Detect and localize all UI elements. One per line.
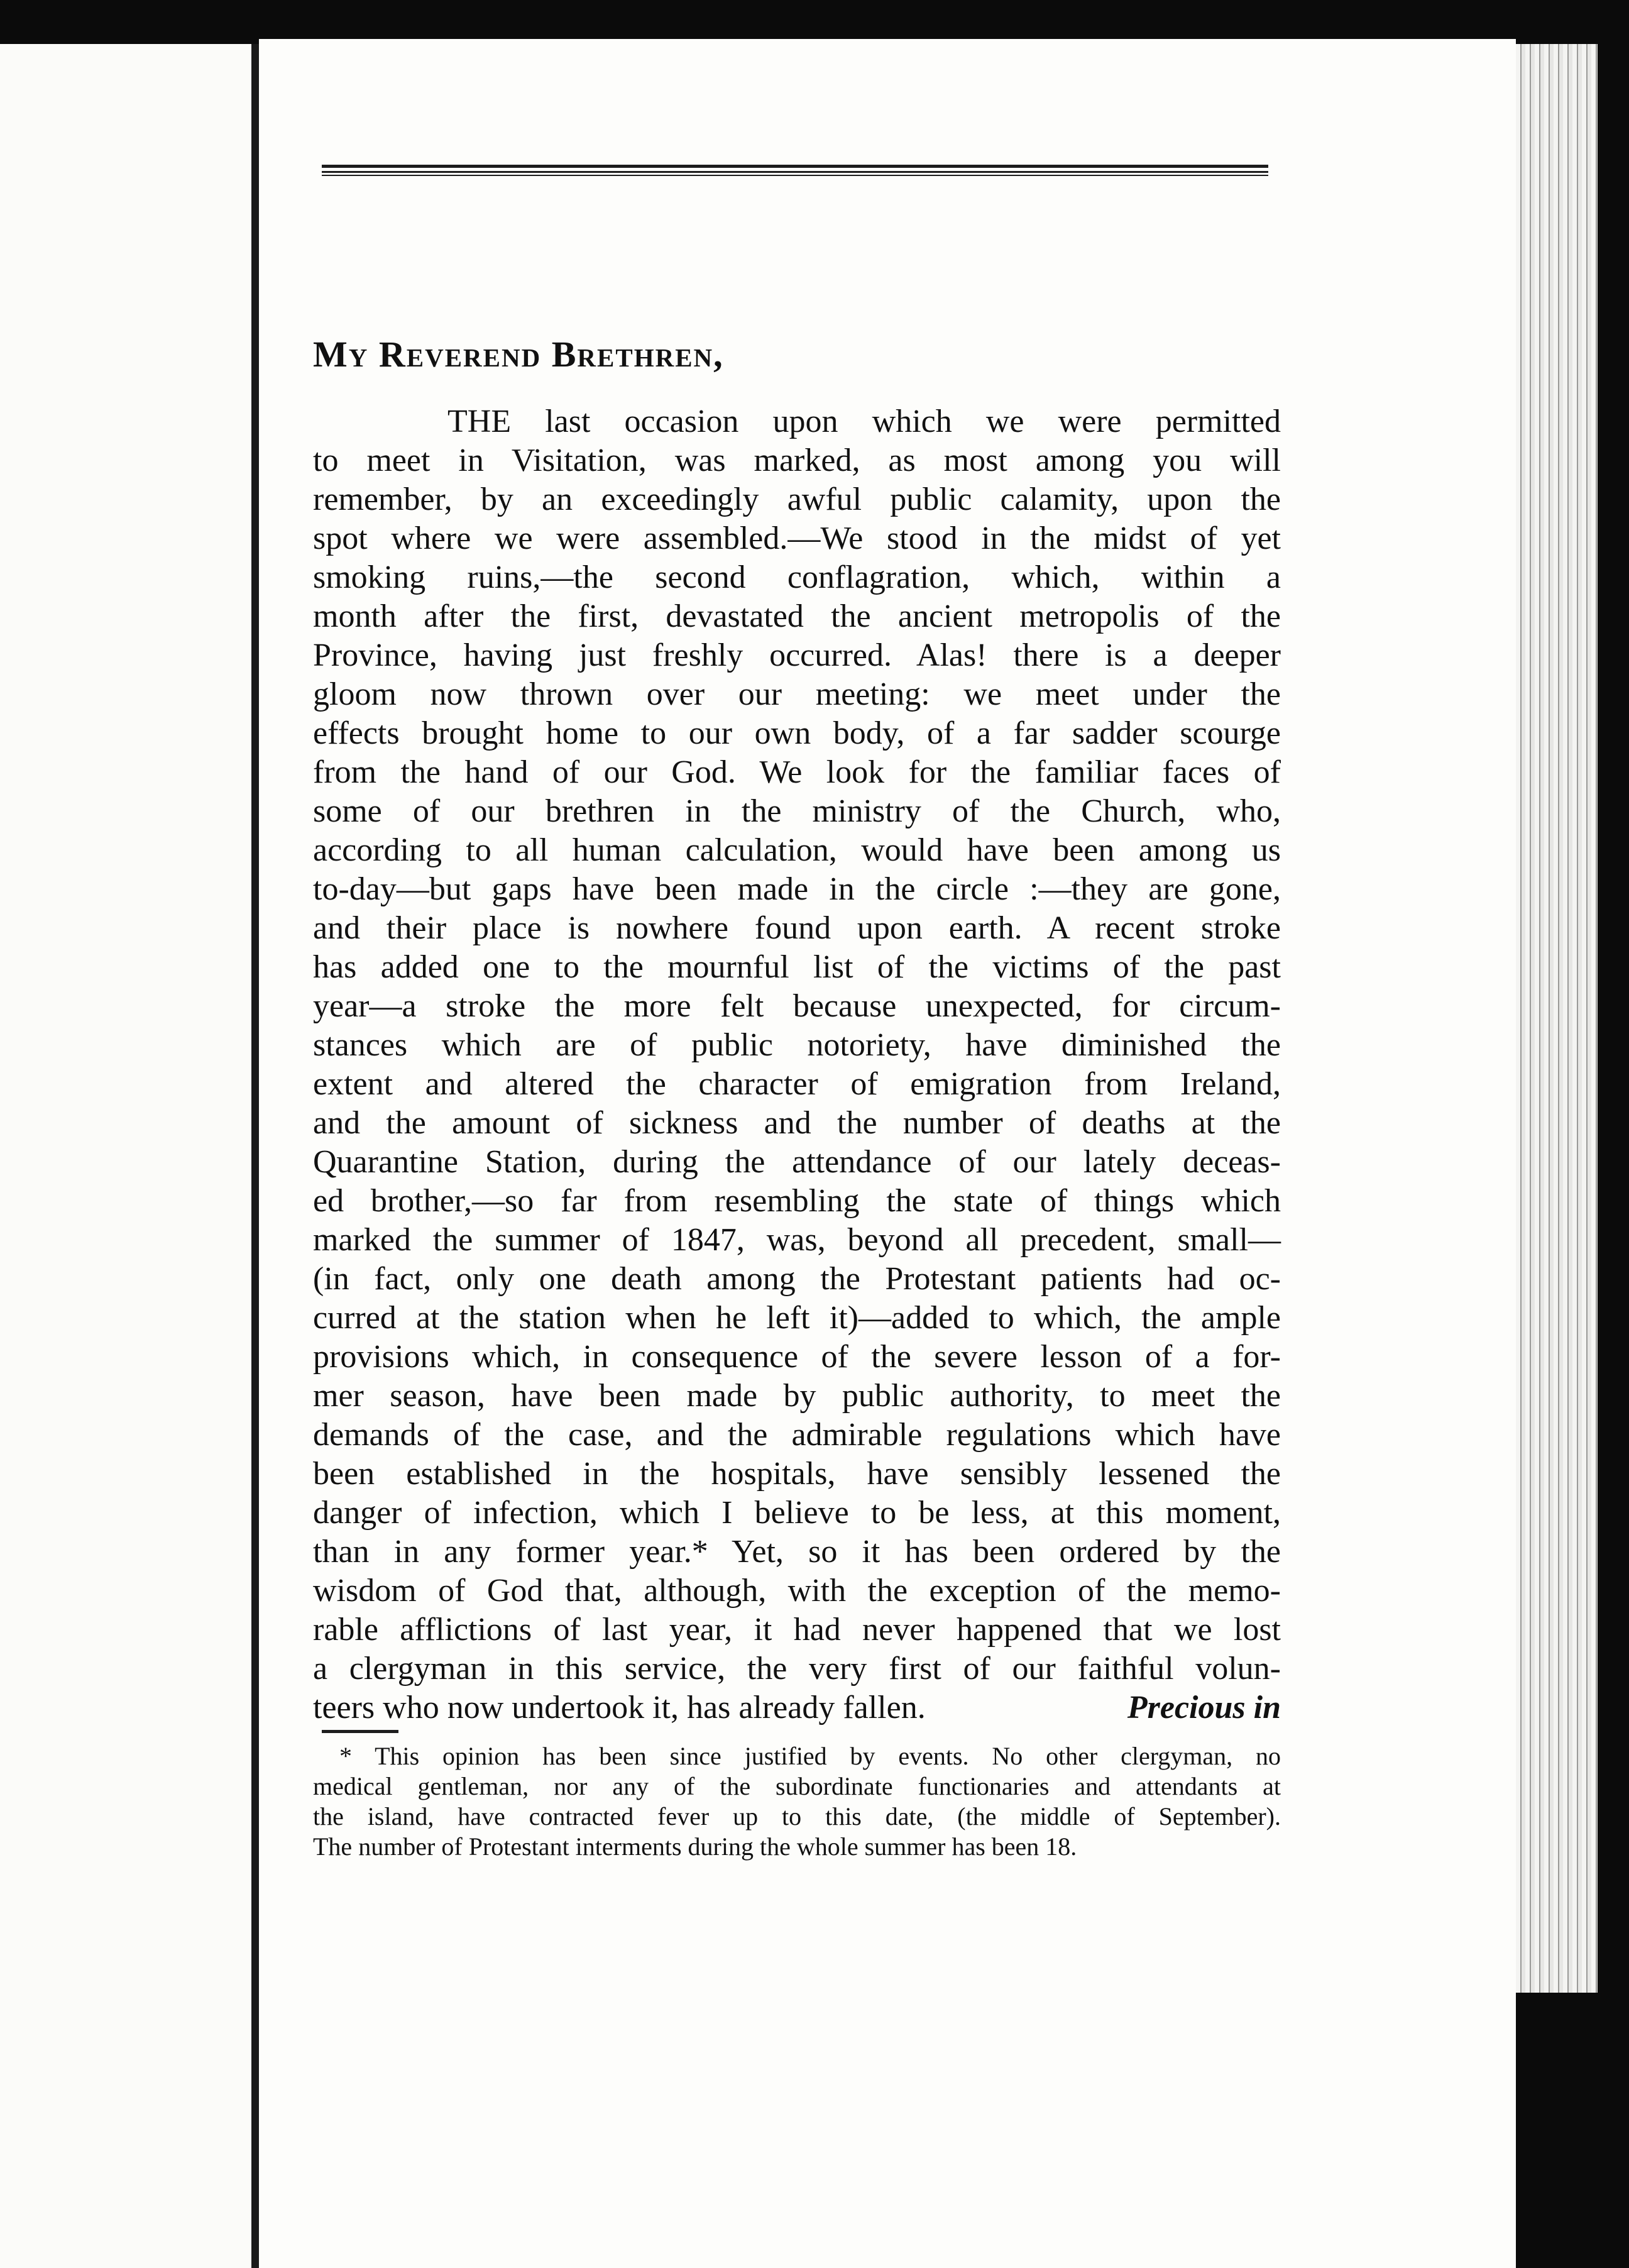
paragraph-line: Quarantine Station, during the attendance of our lately deceas- — [313, 1144, 1281, 1180]
paragraph-line: remember, by an exceedingly awful public calamity, upon the — [313, 482, 1281, 517]
paragraph-line: to meet in Visitation, was marked, as most among you will — [313, 443, 1281, 478]
header-rule — [322, 175, 1268, 176]
paragraph-line: ed brother,—so far from resembling the state of things which — [313, 1183, 1281, 1219]
paragraph-line: gloom now thrown over our meeting: we meet under the — [313, 676, 1281, 712]
paragraph-line: rable afflictions of last year, it had never happened that we lost — [313, 1612, 1281, 1648]
paragraph-line: (in fact, only one death among the Protestant patients had oc- — [313, 1261, 1281, 1297]
page-edges — [1516, 44, 1598, 1993]
italic-phrase: Precious in — [1127, 1690, 1281, 1726]
paragraph-line: according to all human calculation, would have been among us — [313, 832, 1281, 868]
paragraph-line: month after the first, devastated the ancient metropolis of the — [313, 598, 1281, 634]
paragraph-line: danger of infection, which I believe to be less, at this moment, — [313, 1495, 1281, 1531]
paragraph-line: and the amount of sickness and the number of deaths at the — [313, 1105, 1281, 1141]
left-page — [0, 44, 251, 2268]
paragraph-line: has added one to the mournful list of the victims of the past — [313, 949, 1281, 985]
paragraph-line: than in any former year.* Yet, so it has been ordered by the — [313, 1534, 1281, 1570]
paragraph-line: demands of the case, and the admirable regulations which have — [313, 1417, 1281, 1453]
paragraph-line: effects brought home to our own body, of a far sadder scourge — [313, 715, 1281, 751]
paragraph-line: smoking ruins,—the second conflagration, which, within a — [313, 559, 1281, 595]
paragraph-line: Province, having just freshly occurred. Alas! there is a deeper — [313, 637, 1281, 673]
paragraph-line: stances which are of public notoriety, have diminished the — [313, 1027, 1281, 1063]
paragraph-line: THE last occasion upon which we were permitted — [447, 404, 1281, 439]
paragraph-line-text: teers who now undertook it, has already fallen. — [313, 1690, 926, 1726]
paragraph-line: curred at the station when he left it)—added to which, the ample — [313, 1300, 1281, 1336]
footnote-rule — [322, 1730, 398, 1733]
paragraph-line — [313, 1688, 1281, 1727]
footnote-line: * This opinion has been since justified by events. No other clergyman, no — [339, 1742, 1281, 1770]
paragraph-line: a clergyman in this service, the very first of our faithful volun- — [313, 1651, 1281, 1687]
paragraph-line: year—a stroke the more felt because unexpected, for circum- — [313, 988, 1281, 1024]
paragraph-line: to-day—but gaps have been made in the circle :—they are gone, — [313, 871, 1281, 907]
page-edges-shadow — [1516, 1993, 1598, 2268]
paragraph-line: mer season, have been made by public authority, to meet the — [313, 1378, 1281, 1414]
footnote-line: medical gentleman, nor any of the subordinate functionaries and attendants at — [313, 1772, 1281, 1800]
paragraph-line: and their place is nowhere found upon earth. A recent stroke — [313, 910, 1281, 946]
paragraph-line: some of our brethren in the ministry of the Church, who, — [313, 793, 1281, 829]
header-rule — [322, 171, 1268, 173]
paragraph-line: extent and altered the character of emigration from Ireland, — [313, 1066, 1281, 1102]
footnote-line: the island, have contracted fever up to this date, (the middle of September). — [313, 1802, 1281, 1830]
book-gutter — [251, 44, 259, 2268]
paragraph-line: marked the summer of 1847, was, beyond all precedent, small— — [313, 1222, 1281, 1258]
paragraph-line: been established in the hospitals, have sensibly lessened the — [313, 1456, 1281, 1492]
paragraph-line: provisions which, in consequence of the severe lesson of a for- — [313, 1339, 1281, 1375]
salutation: My Reverend Brethren, — [313, 334, 724, 375]
paragraph-line: wisdom of God that, although, with the exception of the memo- — [313, 1573, 1281, 1609]
paragraph-line: spot where we were assembled.—We stood in the midst of yet — [313, 520, 1281, 556]
header-rule — [322, 165, 1268, 168]
paragraph-line: from the hand of our God. We look for the familiar faces of — [313, 754, 1281, 790]
footnote-line: The number of Protestant interments during the whole summer has been 18. — [313, 1832, 1077, 1861]
